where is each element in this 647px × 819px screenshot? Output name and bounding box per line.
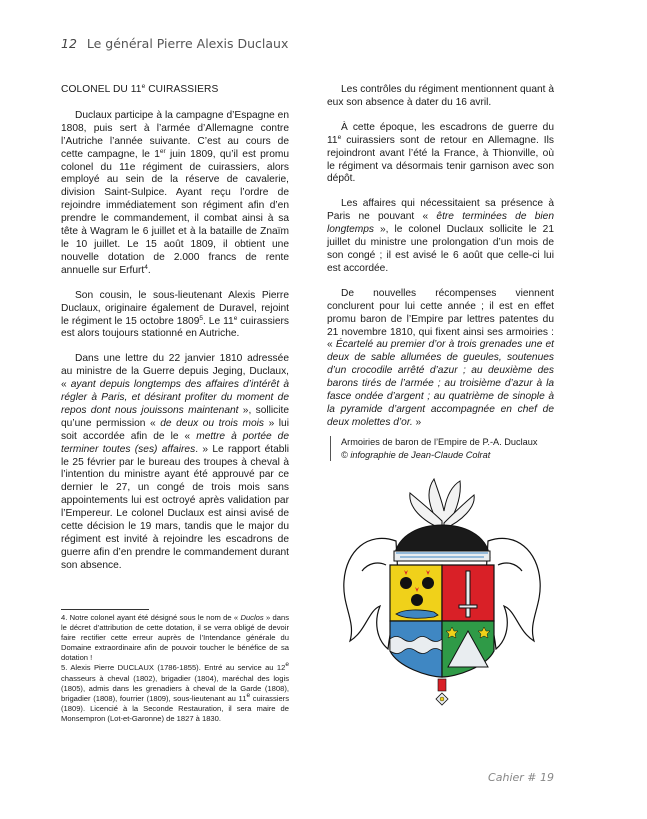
paragraph <box>327 288 554 430</box>
paragraph <box>61 353 289 572</box>
quote: Écartelé au premier d’or à trois grenades une et deux de sable allumées de gueules, soutenues d’un crocodile arrêté d’azur ; au deuxième des barons tirés de l’armée ; au troisième d’azur à la fasce ondée d’argent ; au quatrième de sinople à la pyramide d’argent accompagnée en chef de deux molettes d’or. <box>327 339 554 428</box>
footnotes <box>61 613 289 724</box>
section-title-sup: e <box>141 83 146 90</box>
footnote-divider <box>61 609 149 610</box>
italic-run: Duclos <box>240 613 264 622</box>
superscript: e <box>233 314 238 322</box>
superscript: e <box>285 661 289 669</box>
text-run: », sollicite qu’une permission « <box>61 404 290 429</box>
superscript: er <box>159 147 166 155</box>
plume-icon <box>410 479 474 529</box>
text-run: . » Le rapport établi le 25 février par le bureau des troupes à cheval à l’intention du ministre ayant été approuvé par ce dernier le 27, un congé de trois mois sans appointements lui est octroyé après validation par l’Empereur. Le colonel Duclaux est ainsi avisé de cette décision le 19 mars, tandis que le major du régiment est invité à rejoindre les escadrons de guerre afin d’en prendre le commandement durant son absence. <box>61 443 289 571</box>
section-title-text-end: CUIRASSIERS <box>145 84 219 95</box>
running-title: Le général Pierre Alexis Duclaux <box>86 36 289 51</box>
paragraph <box>327 198 554 275</box>
text-run: Dans une lettre du 22 janvier 1810 adressée au ministre de la Guerre depuis Jeging, Duclaux, « <box>61 353 289 391</box>
text-run: » lui soit accordée afin de le « <box>61 417 289 442</box>
page-header <box>61 36 288 51</box>
footnote-ref: 4 <box>144 263 148 271</box>
footnote-5 <box>61 663 289 724</box>
text-run: Duclaux participe à la campagne d’Espagne en 1808, puis sert à l’armée d’Allemagne contre l’Autriche l’année suivante. C’est au cours de cette campagne, le 1 <box>61 109 289 160</box>
text-run: . <box>147 264 151 276</box>
paragraph <box>61 290 289 342</box>
figure-caption <box>330 436 551 461</box>
text-run: Les affaires qui nécessitaient sa présence à Paris ne pouvant « <box>327 198 554 223</box>
text-run: chasseurs à cheval (1802), brigadier (1804), maréchal des logis (1805), admis dans les grenadiers à cheval de la Garde (1808), brigadier (1808), fourrier (1809), sous-lieutenant au 11 <box>61 673 289 703</box>
text-run: De nouvelles récompenses viennent conclurent pour lui cette année ; il est en effet promu baron de l’Empire par lettres patentes du 21 novembre 1810, qui fixent ainsi ses armoiries : « <box>327 287 554 351</box>
text-run: 5. Alexis Pierre DUCLAUX (1786-1855). Entré au service au 12 <box>61 663 286 673</box>
text-run: À cette époque, les escadrons de guerre du 11 <box>327 121 554 146</box>
text-run: 4. Notre colonel ayant été désigné sous le nom de « <box>61 613 241 622</box>
superscript: e <box>246 691 251 699</box>
quote: mettre à portée de terminer toutes (ses) affaires <box>61 430 289 455</box>
text-run: cuirassiers (1809). Licencié à la Seconde Restauration, il sera maire de Monsempron (Lot-et-Garonne) de 1827 à 1830. <box>61 693 289 723</box>
right-column <box>327 84 554 442</box>
caption-text: Armoiries de baron de l’Empire de P.-A. Duclaux <box>341 437 538 447</box>
caption-credit: © infographie de Jean-Claude Colrat <box>341 449 491 460</box>
crocodile-icon <box>396 610 438 618</box>
page-number: 12 <box>61 36 77 51</box>
text-run: Son cousin, le sous-lieutenant Alexis Pierre Duclaux, originaire également de Duravel, rejoint le régiment le 15 octobre 1809 <box>61 289 289 327</box>
section-title-text: COLONEL DU 11 <box>61 84 142 95</box>
footnote-4 <box>61 613 289 663</box>
text-run: » dans le décret d’attribution de cette dotation, il se verra obligé de devoir faire rectifier cette erreur auprès de l’Intendance générale du Domaine extraordinaire afin de pouvoir toucher le bénéfice de sa dotation ! <box>61 613 289 663</box>
quote: ayant depuis longtemps des affaires d’intérêt à régler à Paris, et désirant profiter du moment de repos dont nous jouissons maintenant <box>61 379 290 416</box>
superscript: e <box>337 133 342 141</box>
paragraph: Les contrôles du régiment mentionnent quant à eux son absence à dater du 16 avril. <box>327 84 554 108</box>
text-run: cuirassiers est alors toujours stationné en Autriche. <box>61 315 289 340</box>
coat-of-arms-icon <box>338 471 546 728</box>
text-run: cuirassiers sont de retour en Allemagne. Ils rejoindront avant l’été la France, à Thionville, où le régiment va désormais tenir garnison avec son dépôt. <box>327 134 554 185</box>
legion-of-honour-cross-icon <box>436 679 448 705</box>
toque-icon <box>394 525 490 561</box>
quote: de deux ou trois mois <box>160 417 264 429</box>
quote: être terminées de bien longtemps <box>327 211 554 236</box>
text-run: » <box>412 416 422 428</box>
left-column <box>61 84 289 585</box>
page-footer: Cahier # 19 <box>488 771 554 784</box>
text-run: . Le 11 <box>203 315 234 327</box>
text-run: », le colonel Duclaux sollicite le 21 juillet du ministre une prolongation d’un mois de son congé ; il est avisé le 6 août que celle-ci lui est accordée. <box>327 224 554 274</box>
paragraph <box>61 110 289 278</box>
paragraph <box>327 122 554 187</box>
footnote-ref: 5 <box>199 314 203 322</box>
section-title <box>61 84 289 97</box>
text-run: juin 1809, qu’il est promu colonel du 11e régiment de cuirassiers, alors employé au sein de la réserve de cavalerie, division Saint-Sulpice. Ayant reçu l’ordre de rejoindre immédiatement son régiment afin d’en prendre le commandement, il combat ainsi à sa tête à Wagram le 6 juillet et à la bataille de Znaïm le 10 juillet. Le 15 août 1809, il obtient une nouvelle dotation de 2.000 francs de rente annuelle sur Erfurt <box>61 148 290 276</box>
